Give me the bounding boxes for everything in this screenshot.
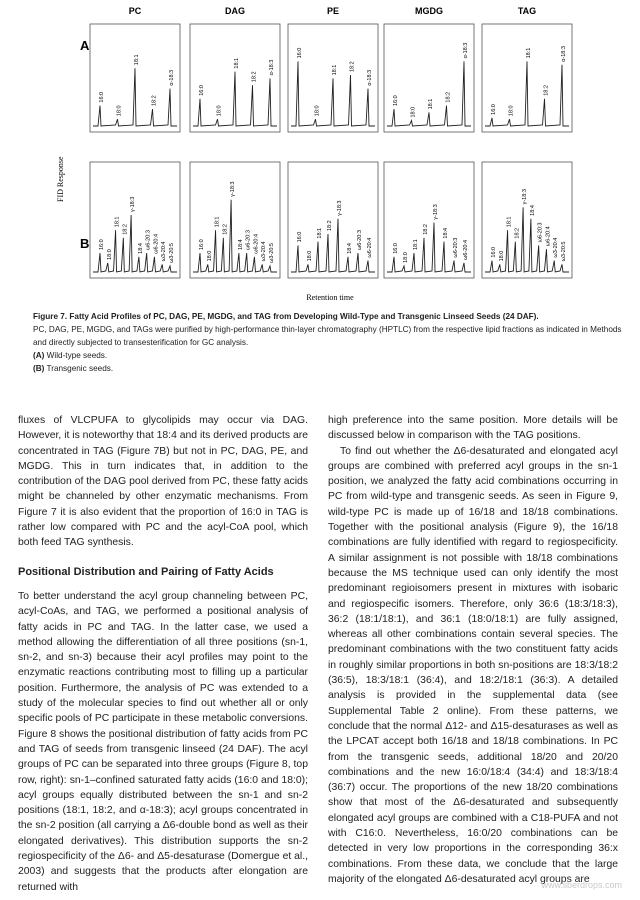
peak-label: γ-18:3 <box>337 200 343 216</box>
panel-a-pc <box>90 24 180 132</box>
peak-label: 18:0 <box>314 105 321 117</box>
caption-title: Figure 7. Fatty Acid Profiles of PC, DAG, PE, MGDG, and TAG from Developing Wild-Type and Transgenic Linseed Seeds (24 DAF). <box>33 312 539 321</box>
peak-label: ω6-20:4 <box>253 233 260 254</box>
peak-label: ω6-20:4 <box>153 233 160 254</box>
peak-label: 18:2 <box>543 85 550 96</box>
peak-label: 16:0 <box>199 85 205 96</box>
peak-label: 16:0 <box>491 104 497 115</box>
header-pe: PE <box>326 6 340 16</box>
peak-label: α-18:3 <box>169 69 175 86</box>
header-dag: DAG <box>225 6 245 16</box>
peak-label: 18:4 <box>529 205 536 216</box>
panel-a-mgdg <box>384 24 474 132</box>
peak-label: 18:2 <box>423 224 429 235</box>
peak-label: 18:2 <box>251 71 258 83</box>
section-heading: Positional Distribution and Pairing of Fatty Acids <box>18 565 274 578</box>
peak-label: α-18:3 <box>269 59 275 76</box>
panel-a-dag <box>190 24 280 132</box>
panel-b-dag <box>190 162 280 278</box>
paragraph: To find out whether the Δ6-desaturated and elongated acyl groups are combined with preferred acyl groups in the sn-1 position, we analyzed the fatty acid combinations occurring in PC from wild-type and transgenic seeds. As seen in Figure 9, wild-type PC is made up of 16/18 and 18/18 combinations. Together with the positional analysis (Figure 9), the 16/18 combinations are fully identified with regard to regiospecificity. A similar assignment is not possible with 18/18 combinations because the MS technique used can only identify the most predominant regioisomers present in mixtures with isobaric and regiospecific isomers. Therefore, only 36:6 (18:3/18:3), 36:2 (18:1/18:1), and 36:1 (18:0/18:1) are fully assigned, whereas all other combinations contain several species. The predominant combinations with the two constituent fatty acids in roughly similar proportions in both sn-positions are 18:3/18:2 (36:5), 18:3/18:1 (36:4), and 18:2/18:1 (36:3). A detailed analysis is provided in the supplemental data (see Supplemental Table 2 online). From these patterns, we conclude that the normal Δ12- and Δ15-desaturases as well as the LPCAT accept both 16/18 and 18/18 combinations. In PC from the transgenic seeds, additional 18/20 and 20/20 combinations and the new 16:0/18:4 (34:4) and 18:3/18:4 (36:7) occur. The proportions of the new 18/20 combinations show that most of the Δ6-desaturated and subsequently elongated acyl groups are combined with a C18-PUFA and not with C16:0. Nevertheless, 16:0/20 combinations can be detected in very low proportions in the corresponding 36:x combinations. From these data, we conclude that the large majority of the elongated Δ6-desaturated acyl groups are <box>328 445 618 885</box>
peak-label: γ-18:3 <box>433 204 439 220</box>
caption-a: (A) Wild-type seeds. <box>33 351 108 360</box>
peak-label: 18:1 <box>134 54 140 66</box>
peak-label: ω3-20:4 <box>261 241 268 262</box>
peak-label: 16:0 <box>297 231 303 243</box>
peak-label: 18:4 <box>237 239 244 250</box>
peak-label: ω6-20:3 <box>245 230 252 250</box>
caption-b: (B) Transgenic seeds. <box>33 364 114 373</box>
panel-frame <box>288 162 378 278</box>
peak-label: 18:4 <box>137 243 144 254</box>
panel-b-pc <box>90 162 180 278</box>
peak-label: 18:1 <box>506 216 513 228</box>
panel-frame <box>384 162 474 278</box>
peak-label: 18:0 <box>498 250 505 262</box>
peak-label: γ-18:3 <box>130 196 137 212</box>
peak-label: 16:0 <box>393 95 399 106</box>
peak-label: ω6-20:3 <box>357 230 363 250</box>
peak-label: 18:0 <box>410 106 417 118</box>
peak-label: 18:2 <box>122 224 129 235</box>
peak-label: 16:0 <box>393 243 399 254</box>
y-axis-label: FID Response <box>56 156 65 202</box>
peak-label: 18:1 <box>332 64 338 76</box>
peak-label: 16:0 <box>99 239 105 250</box>
peak-label: 18:2 <box>349 61 356 72</box>
peak-label: 16:0 <box>491 246 497 258</box>
peak-label: 18:0 <box>307 250 313 262</box>
panel-frame <box>482 162 572 278</box>
watermark: www.iiberdrops.com <box>541 880 622 890</box>
row-label-b: B <box>80 236 90 251</box>
peak-label: 18:1 <box>317 227 323 239</box>
peak-label: 18:2 <box>222 224 229 235</box>
peak-label: 18:4 <box>443 227 449 239</box>
paragraph: high preference into the same position. More details will be discussed below in comparison with the TAG positions. <box>328 415 618 442</box>
lipid-class-headers <box>129 6 536 16</box>
peak-label: 16:0 <box>199 239 205 250</box>
peak-label: 18:0 <box>116 105 123 117</box>
peak-label: 18:0 <box>206 250 213 262</box>
panel-a-tag <box>482 24 572 132</box>
peak-label: ω6-20:4 <box>545 226 552 247</box>
chromatogram-panels <box>90 24 572 278</box>
peak-label: γ-18:3 <box>522 189 529 205</box>
peak-label: α-18:3 <box>463 42 469 59</box>
peak-label: 18:1 <box>234 57 240 69</box>
peak-label: ω3-20:5 <box>169 243 175 263</box>
peak-label: 18:2 <box>445 91 452 103</box>
panel-frame <box>288 24 378 132</box>
paragraph: To better understand the acyl group channeling between PC, acyl-CoAs, and TAG, we performed a positional analysis of fatty acids in PC and TAG. In the latter case, we used a method allowing the differentiation of all three positions (sn-1, sn-2, and sn-3) because their acyl profiles may point to the enzymatic reactions contributing most to filling up a particular position. Furthermore, the analysis of PC was extended to a study of the molecular species to find out whether all or only specific pools of PC participate in these metabolic conversions. Figure 8 shows the positional distribution of fatty acids from PC and TAG of seeds from transgenic linseed (24 DAF). The acyl groups of PC can be separated into three groups (Figure 8, top row, right): sn-1–confined saturated fatty acids (16:0 and 18:0); acyl groups equally distributed between the sn-1 and sn-2 positions (18:1, 18:2, and α-18:3); acyl groups concentrated in the sn-2 position (all carrying a Δ6-double bond as well as their elongated derivatives). This distribution supports the sn-2 regiospecificity of the Δ6- and Δ5-desaturase (Domergue et al., 2003) and suggests that the products after elongation are returned with <box>18 590 308 893</box>
peak-label: 18:0 <box>403 252 409 263</box>
peak-label: ω6-20:3 <box>537 222 544 243</box>
peak-label: α-18:3 <box>561 46 567 62</box>
chromatogram-trace <box>93 68 177 126</box>
header-tag: TAG <box>517 6 537 16</box>
right-text-column <box>328 413 618 887</box>
left-text-column <box>18 413 308 895</box>
peak-label: 18:1 <box>114 216 121 228</box>
x-axis-label: Retention time <box>306 293 354 302</box>
peak-label: 18:0 <box>106 249 113 260</box>
peak-label: 18:4 <box>347 243 353 254</box>
peak-label: ω3-20:5 <box>561 241 567 262</box>
peak-label: ω3-20:4 <box>553 237 560 258</box>
chromatogram-trace <box>193 72 277 126</box>
panel-b-mgdg <box>384 162 474 278</box>
peak-label: 18:2 <box>514 227 521 239</box>
peak-label: 18:0 <box>508 105 515 117</box>
peak-label: 18:1 <box>413 239 419 250</box>
peak-label: α-18:3 <box>367 69 373 86</box>
peak-label: 16:0 <box>99 91 105 103</box>
peak-label: ω6-20:3 <box>145 230 152 250</box>
peak-label: ω6-20:4 <box>367 237 373 258</box>
peak-label: ω3-20:4 <box>161 241 168 262</box>
row-label-a: A <box>80 38 90 53</box>
peak-label: 18:1 <box>428 98 434 110</box>
caption-body: PC, DAG, PE, MGDG, and TAGs were purified by high-performance thin-layer chromatography (HPTLC) from the respective lipid fractions as indicated in Methods and directly subjected to transesterification for GC analysis. <box>33 325 622 347</box>
peak-label: 16:0 <box>297 47 303 59</box>
chromatogram-trace <box>485 61 569 126</box>
peak-label: ω6-20:4 <box>463 239 469 260</box>
chromatogram-figure <box>0 0 640 306</box>
peak-label: γ-18:3 <box>230 181 237 197</box>
panel-b-tag <box>482 162 572 278</box>
peak-label: 18:1 <box>526 47 532 59</box>
peak-label: 18:2 <box>327 220 333 231</box>
panel-b-pe <box>288 162 378 278</box>
peak-label: 18:1 <box>214 216 221 228</box>
panel-a-pe <box>288 24 378 132</box>
header-pc: PC <box>128 6 142 16</box>
figure-caption <box>33 310 623 375</box>
peak-label: ω6-20:3 <box>453 237 459 258</box>
paragraph: fluxes of VLCPUFA to glycolipids may occur via DAG. However, it is noteworthy that 18:4 and its derived products are concentrated in TAG (Figure 7B) but not in PC, DAG, PE, and MGDG. This in turn indicates that, in addition to the contribution of the DAG pool derived from PC, these fatty acids might be channeled by other enzymatic mechanisms. From Figure 7 it is also evident that the proportion of 16:0 in TAG is rather low compared with PC and the acyl-CoA pool, which both feed TAG synthesis. <box>18 415 308 549</box>
peak-label: ω3-20:5 <box>269 243 275 263</box>
peak-label: 18:0 <box>216 105 223 117</box>
chromatogram-trace <box>387 61 471 126</box>
header-mgdg: MGDG <box>415 6 443 16</box>
peak-label: 18:2 <box>151 95 158 106</box>
